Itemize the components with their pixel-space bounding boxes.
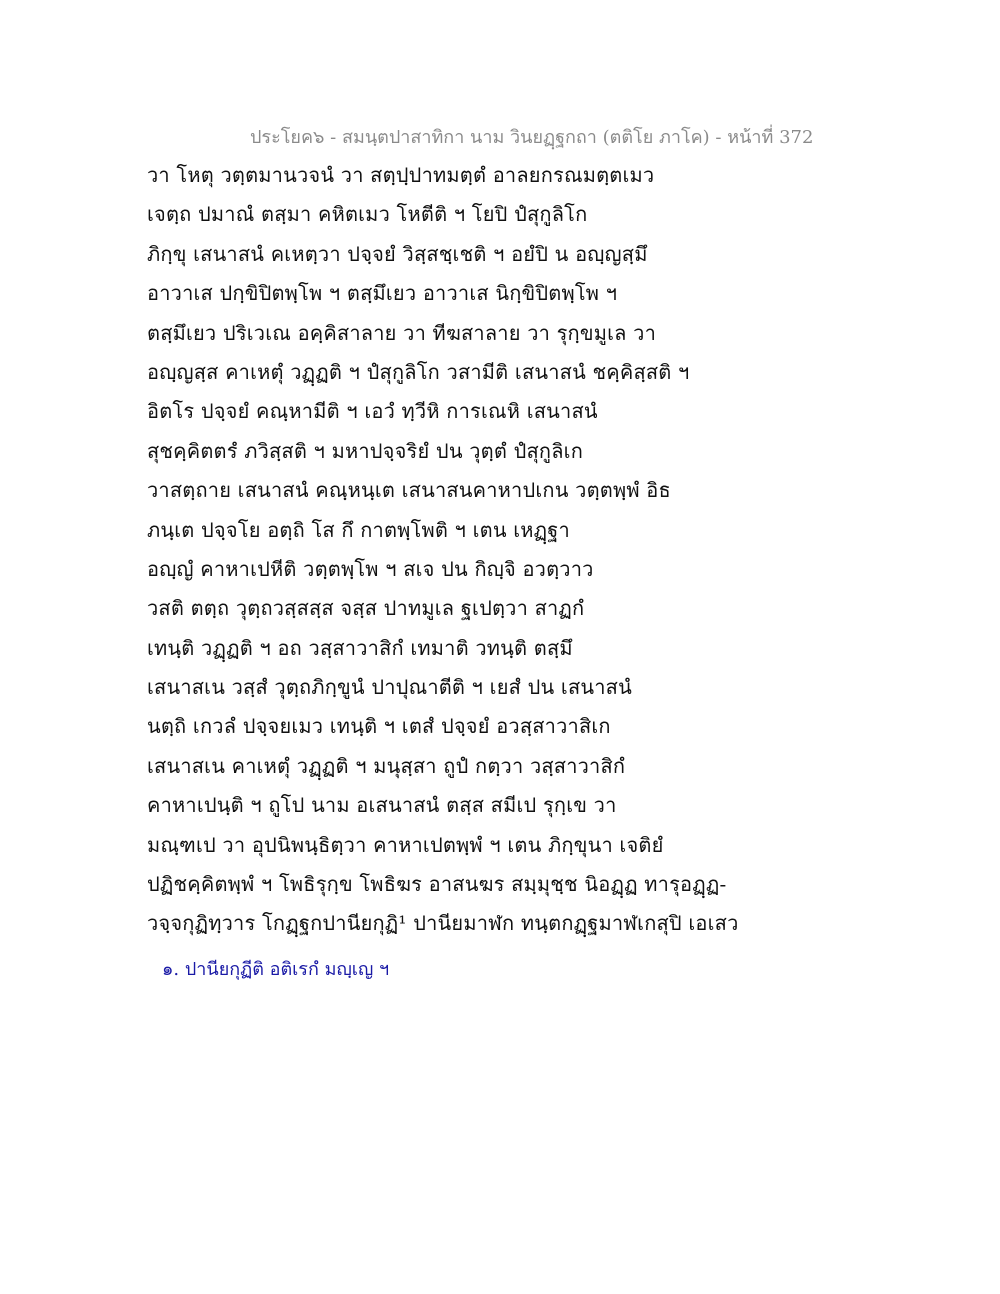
- text-line: วจฺจกุฏิทฺวาร โกฏฺฐกปานียกุฏิ¹ ปานียมาฬก ทนฺตกฏฺฐมาฬเกสุปิ เอเสว: [147, 911, 739, 936]
- text-line: ภิกฺขุ เสนาสนํ คเหตฺวา ปจฺจยํ วิสฺสชฺเชติ ฯ อยํปิ น อญฺญสฺมึ: [147, 241, 648, 266]
- text-line: อญฺญสฺส คาเหตุํ วฏฺฏติ ฯ ปํสุกูลิโก วสามีติ เสนาสนํ ชคฺคิสฺสติ ฯ: [147, 359, 690, 384]
- text-line: ภนฺเต ปจฺจโย อตฺถิ โส กึ กาตพฺโพติ ฯ เตน เหฏฺฐา: [147, 517, 570, 542]
- footnote: ๑. ปานียกุฏีติ อติเรกํ มญฺเญ ฯ: [162, 959, 390, 980]
- text-line: วา โหตุ วตฺตมานวจนํ วา สตฺปฺปาทมตฺตํ อาลยกรณมตฺตเมว: [147, 163, 655, 187]
- text-line: วสติ ตตฺถ วุตฺถวสฺสสฺส จสฺส ปาทมูเล ฐเปตฺวา สาฏกํ: [147, 596, 585, 621]
- text-line: อาวาเส ปกฺขิปิตพฺโพ ฯ ตสฺมึเยว อาวาเส นิกฺขิปิตพฺโพ ฯ: [147, 281, 618, 306]
- text-line: อญฺญํ คาหาเปหีติ วตฺตพฺโพ ฯ สเจ ปน กิญฺจิ อวตฺวาว: [147, 556, 594, 581]
- text-line: เจตฺถ ปมาณํ ตสฺมา คหิตเมว โหตีติ ฯ โยปิ ปํสุกูลิโก: [147, 202, 588, 227]
- text-line: มณฺฑเป วา อุปนิพนฺธิตฺวา คาหาเปตพฺพํ ฯ เตน ภิกฺขุนา เจติยํ: [147, 832, 664, 857]
- body-text: [147, 156, 767, 944]
- text-line: วาสตฺถาย เสนาสนํ คณฺหนฺเต เสนาสนคาหาปเกน วตฺตพฺพํ อิธ: [147, 478, 671, 503]
- text-line: ปฏิชคฺคิตพฺพํ ฯ โพธิรุกฺข โพธิฆร อาสนฆร สมฺมุชฺช นิอฏฺฏ ทารุอฏฺฏ-: [147, 872, 727, 897]
- text-line: เทนฺติ วฏฺฏติ ฯ อถ วสฺสาวาสิกํ เทมาติ วทนฺติ ตสฺมึ: [147, 635, 573, 660]
- text-line: สุชคฺคิตตรํ ภวิสฺสติ ฯ มหาปจฺจริยํ ปน วุตฺตํ ปํสุกูลิเก: [147, 438, 584, 463]
- text-line: คาหาเปนฺติ ฯ ถูโป นาม อเสนาสนํ ตสฺส สมีเป รุกฺเข วา: [147, 793, 617, 818]
- text-line: เสนาสเน คาเหตุํ วฏฺฏติ ฯ มนุสฺสา ถูปํ กตฺวา วสฺสาวาสิกํ: [147, 753, 626, 778]
- text-line: นตฺถิ เกวลํ ปจฺจยเมว เทนฺติ ฯ เตสํ ปจฺจยํ อวสฺสาวาสิเก: [147, 714, 611, 739]
- page-header: ประโยค๖ - สมนฺตปาสาทิกา นาม วินยฏฺฐกถา (ตติโย ภาโค) - หน้าที่ 372: [250, 127, 814, 148]
- text-line: เสนาสเน วสฺสํ วุตฺถภิกฺขูนํ ปาปุณาตีติ ฯ เยสํ ปน เสนาสนํ: [147, 675, 632, 700]
- text-line: ตสฺมึเยว ปริเวเณ อคฺคิสาลาย วา ทีฆสาลาย วา รุกฺขมูเล วา: [147, 320, 657, 345]
- text-line: อิตโร ปจฺจยํ คณฺหามีติ ฯ เอวํ ทฺวีหิ การเณหิ เสนาสนํ: [147, 399, 598, 424]
